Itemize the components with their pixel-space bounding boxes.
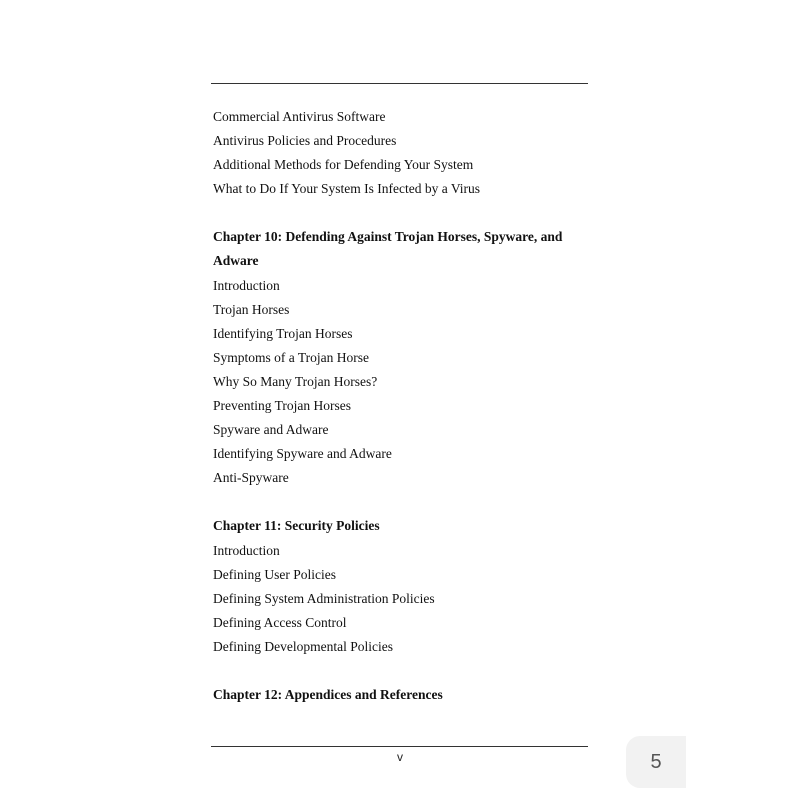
chapter-heading: Chapter 10: Defending Against Trojan Horses, Spyware, and Adware — [213, 229, 563, 269]
toc-entry: Antivirus Policies and Procedures — [213, 133, 397, 149]
toc-section — [213, 683, 585, 707]
toc-entry: Why So Many Trojan Horses? — [213, 373, 378, 389]
toc-entry: Introduction — [213, 542, 280, 558]
toc-entry: Identifying Spyware and Adware — [213, 446, 392, 462]
toc-entry: Spyware and Adware — [213, 422, 329, 438]
toc-section — [213, 105, 585, 201]
toc-entry: Defining Developmental Policies — [213, 638, 393, 654]
toc-entry: Anti-Spyware — [213, 470, 289, 486]
toc-entry: Trojan Horses — [213, 301, 290, 317]
roman-page-number: v — [397, 750, 403, 764]
chapter-heading: Chapter 11: Security Policies — [213, 518, 380, 534]
bottom-rule — [211, 746, 588, 747]
toc-entry: Symptoms of a Trojan Horse — [213, 349, 370, 365]
page-number-badge: 5 — [626, 736, 686, 788]
toc-section — [213, 225, 585, 490]
toc-entry: Identifying Trojan Horses — [213, 325, 353, 341]
toc-entry: Additional Methods for Defending Your System — [213, 157, 474, 173]
toc-entry: What to Do If Your System Is Infected by a Virus — [213, 181, 481, 197]
toc-section — [213, 514, 585, 659]
toc-entry: Commercial Antivirus Software — [213, 109, 386, 124]
toc-entry: Defining System Administration Policies — [213, 590, 435, 606]
top-rule — [211, 83, 588, 84]
chapter-heading: Chapter 12: Appendices and References — [213, 686, 443, 702]
table-of-contents — [213, 105, 585, 707]
toc-entry: Defining User Policies — [213, 566, 336, 582]
toc-entry: Defining Access Control — [213, 614, 347, 630]
toc-entry: Preventing Trojan Horses — [213, 398, 351, 414]
toc-entry: Introduction — [213, 277, 280, 293]
